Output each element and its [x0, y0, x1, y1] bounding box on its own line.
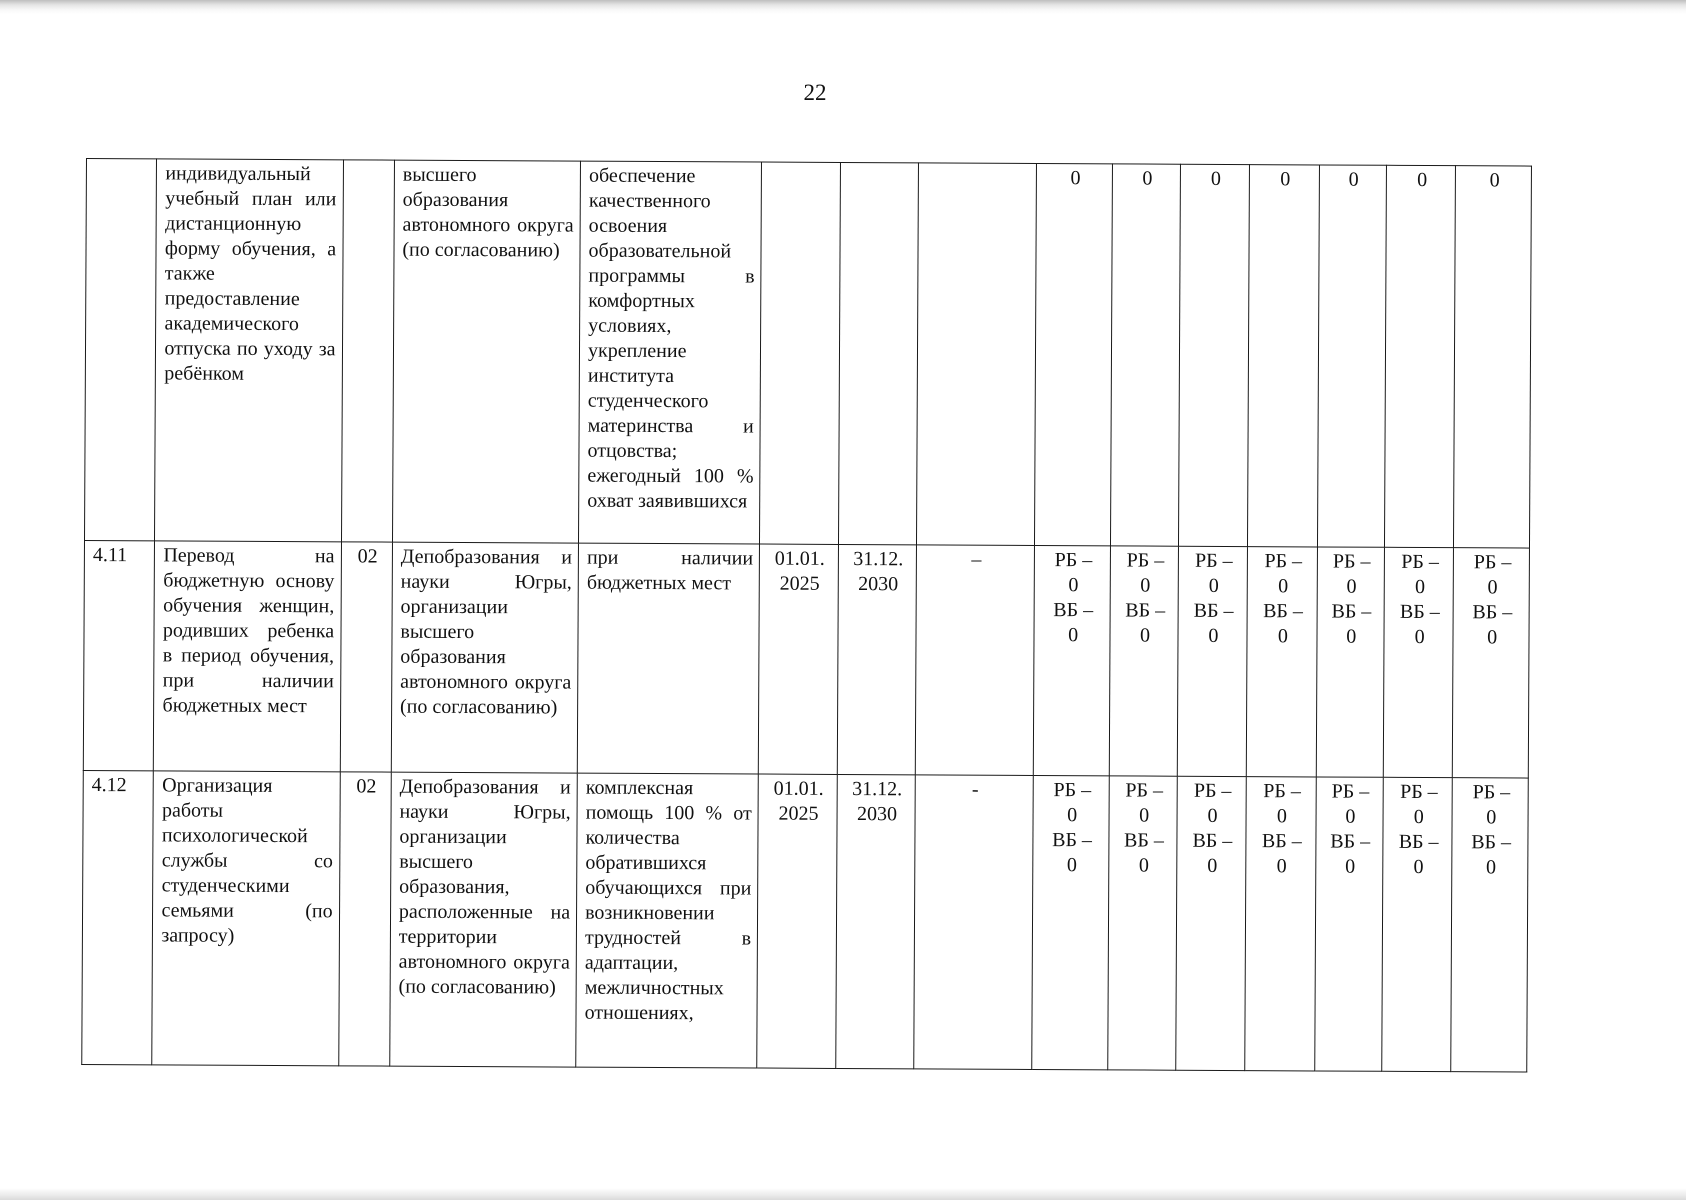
funding-cell: РБ – 0 ВБ – 0 — [1177, 546, 1248, 776]
table-row — [83, 540, 1529, 778]
row-number: 4.12 — [82, 770, 154, 1064]
task-code: 02 — [338, 772, 391, 1066]
end-date: 31.12. 2030 — [837, 544, 917, 774]
indicator: – — [915, 545, 1034, 776]
funding-cell: РБ – 0 ВБ – 0 — [1316, 547, 1385, 777]
funding-cell: РБ – 0 ВБ – 0 — [1175, 776, 1246, 1070]
funding-cell: РБ – 0 ВБ – 0 — [1245, 777, 1316, 1071]
start-date — [760, 162, 840, 544]
funding-cell: РБ – 0 ВБ – 0 — [1110, 546, 1179, 776]
funding-cell: РБ – 0 ВБ – 0 — [1453, 548, 1530, 778]
funding-cell: РБ – 0 ВБ – 0 — [1451, 778, 1528, 1072]
expected-result: при наличии бюджетных мест — [577, 543, 759, 774]
row-number — [84, 159, 156, 541]
executor: высшего образования автономного округа (по согласованию) — [392, 160, 580, 543]
funding-cell: РБ – 0 ВБ – 0 — [1108, 776, 1177, 1070]
executor: Депобразования и науки Югры, организации высшего образования, расположенные на территории автономного округа (по согласованию) — [390, 772, 578, 1067]
funding-cell: РБ – 0 ВБ – 0 — [1246, 547, 1317, 777]
funding-cell: 0 — [1454, 166, 1532, 548]
funding-cell: РБ – 0 ВБ – 0 — [1314, 777, 1383, 1071]
funding-cell: РБ – 0 ВБ – 0 — [1033, 545, 1111, 775]
task-code — [341, 160, 394, 542]
funding-cell: 0 — [1034, 163, 1112, 545]
measure-name: Организация работы психологической службы со студенческими семьями (по запросу) — [152, 771, 340, 1066]
expected-result: обеспечение качественного освоения образовательной программы в комфортных условиях, укрепление института студенческого материнства и отцовства; ежегодный 100 % охват заявившихся — [579, 161, 762, 544]
measure-name: индивидуальный учебный план или дистанционную форму обучения, а также предоставление академического отпуска по уходу за ребёнком — [155, 159, 343, 542]
funding-cell: РБ – 0 ВБ – 0 — [1032, 775, 1110, 1069]
end-date: 31.12. 2030 — [835, 774, 915, 1068]
funding-cell: 0 — [1248, 165, 1319, 547]
table-row — [82, 770, 1529, 1072]
executor: Депобразования и науки Югры, организации высшего образования автономного округа (по согласованию) — [391, 542, 578, 773]
funding-cell: РБ – 0 ВБ – 0 — [1382, 777, 1453, 1071]
start-date: 01.01. 2025 — [758, 544, 838, 774]
start-date: 01.01. 2025 — [757, 774, 837, 1068]
expected-result: комплексная помощь 100 % от количества обратившихся обучающихся при возникновении трудностей в адаптации, межличностных отношениях, — [576, 773, 759, 1068]
row-number: 4.11 — [83, 540, 155, 770]
indicator: - — [914, 775, 1033, 1070]
scan-edge-top — [0, 0, 1686, 14]
page-number: 22 — [803, 80, 827, 105]
table-row — [84, 159, 1531, 549]
funding-cell: 0 — [1111, 164, 1180, 546]
task-code: 02 — [340, 542, 393, 772]
scan-edge-bottom — [0, 1188, 1686, 1200]
funding-cell: РБ – 0 ВБ – 0 — [1383, 547, 1454, 777]
measure-name: Перевод на бюджетную основу обучения женщин, родивших ребенка в период обучения, при наличии бюджетных мест — [154, 541, 341, 772]
funding-cell: 0 — [1317, 165, 1386, 547]
indicator — [917, 163, 1037, 546]
measures-table — [81, 158, 1532, 1073]
end-date — [838, 162, 918, 544]
funding-cell: 0 — [1178, 164, 1249, 546]
funding-cell: 0 — [1384, 165, 1455, 547]
